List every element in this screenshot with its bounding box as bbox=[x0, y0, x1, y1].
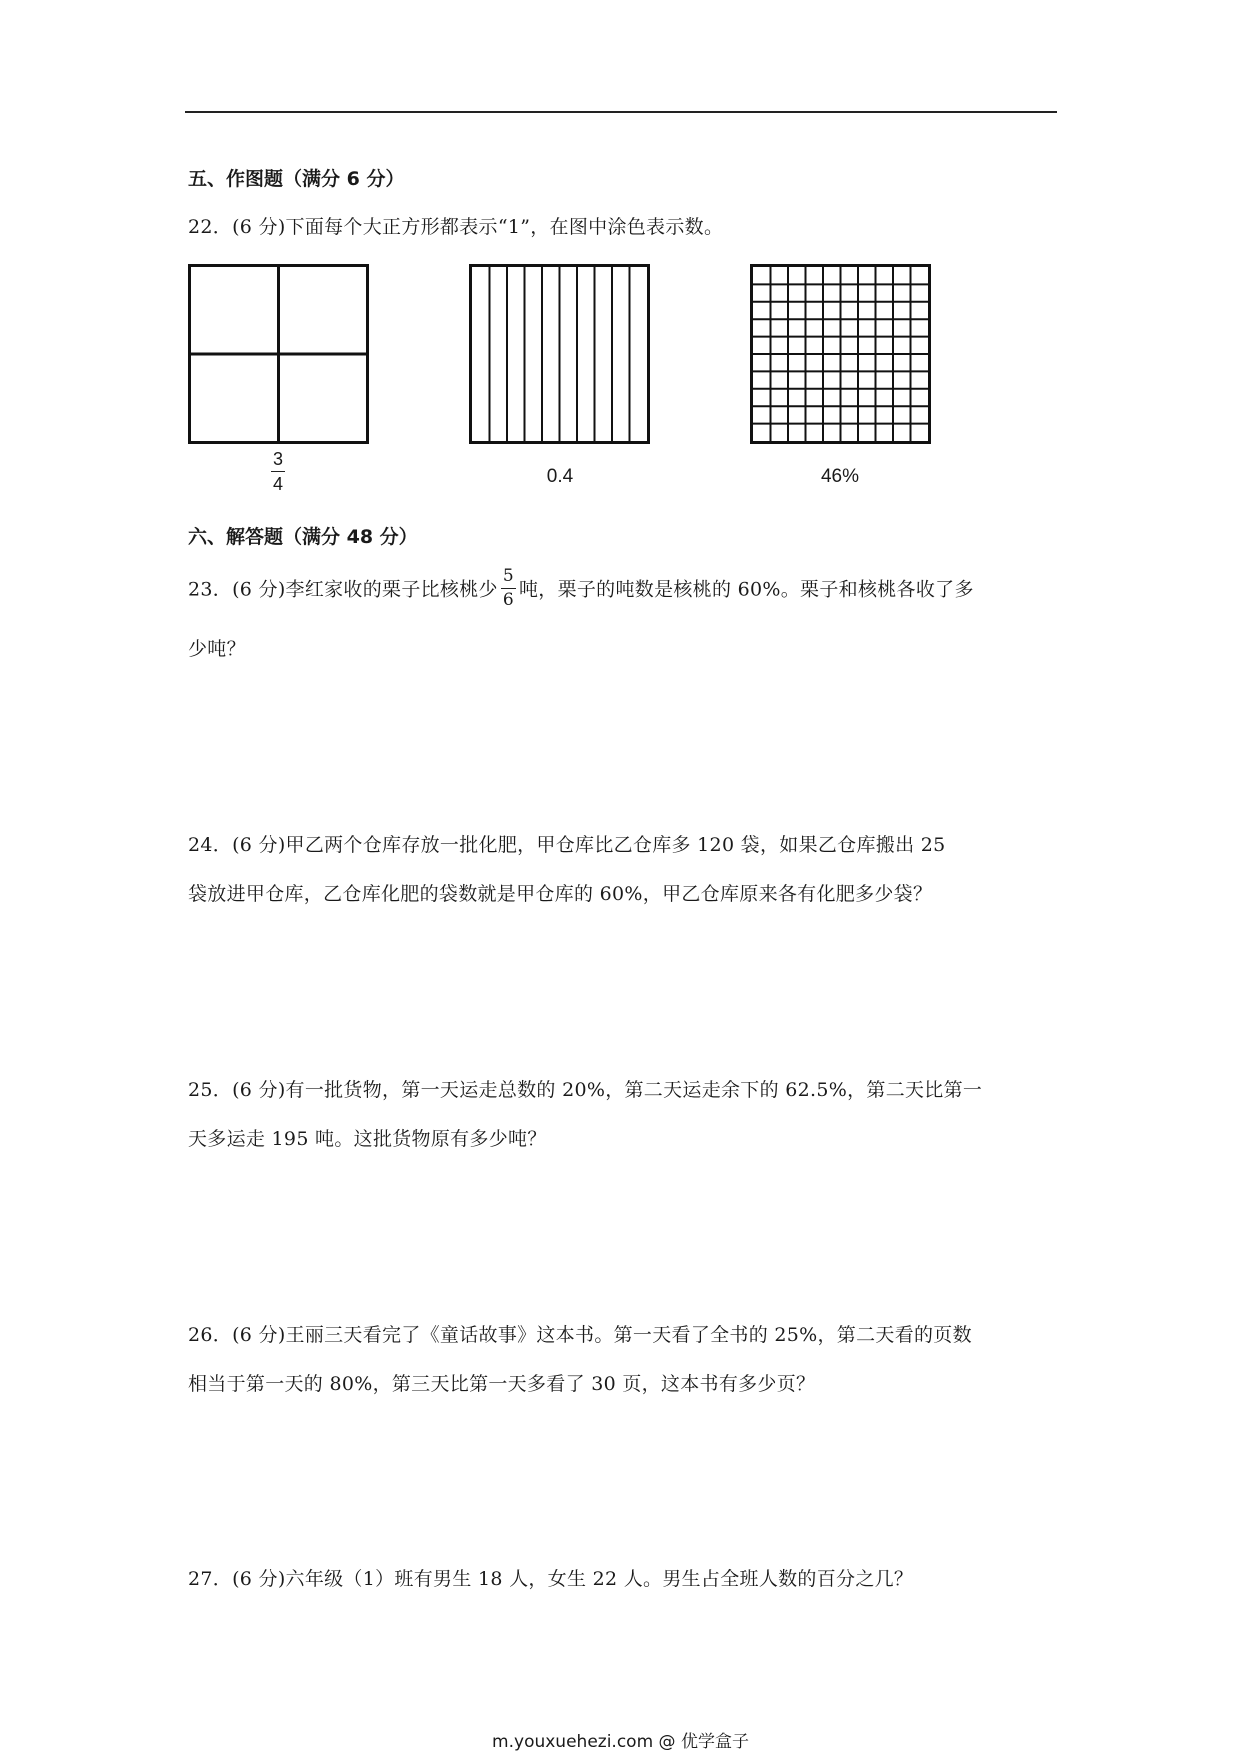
header-rule bbox=[185, 111, 1057, 113]
figure-3-label: 46% bbox=[820, 466, 860, 487]
question-27-line-1: 27．(6 分)六年级（1）班有男生 18 人，女生 22 人。男生占全班人数的百分之几？ bbox=[188, 1568, 914, 1590]
section-five-title: 五、作图题（满分 6 分） bbox=[188, 168, 405, 190]
fraction-denominator: 6 bbox=[502, 590, 514, 610]
question-23-line-1 bbox=[188, 566, 974, 611]
question-23-suffix: 吨，栗子的吨数是核桃的 60%。栗子和核桃各收了多 bbox=[518, 578, 974, 601]
question-24-line-2: 袋放进甲仓库，乙仓库化肥的袋数就是甲仓库的 60%，甲乙仓库原来各有化肥多少袋？ bbox=[188, 883, 933, 905]
figure-2-label: 0.4 bbox=[546, 466, 574, 487]
square-grid-2x2-figure[interactable] bbox=[188, 264, 369, 444]
question-23-prefix: 23．(6 分)李红家收的栗子比核桃少 bbox=[188, 578, 498, 601]
fraction-five-sixths bbox=[501, 568, 516, 609]
footer-watermark: m.youxuehezi.com @ 优学盒子 bbox=[492, 1732, 749, 1752]
fraction-numerator: 3 bbox=[271, 450, 285, 472]
grid-10x10-lines bbox=[753, 267, 928, 441]
square-strips-10-figure[interactable] bbox=[469, 264, 650, 444]
question-26-line-2: 相当于第一天的 80%，第三天比第一天多看了 30 页，这本书有多少页？ bbox=[188, 1373, 816, 1395]
strips-lines bbox=[472, 267, 647, 441]
fraction-numerator: 5 bbox=[501, 568, 516, 589]
fraction-three-quarters bbox=[271, 450, 285, 493]
question-22-text: 22．(6 分)下面每个大正方形都表示“1”，在图中涂色表示数。 bbox=[188, 216, 724, 238]
question-26-line-1: 26．(6 分)王丽三天看完了《童话故事》这本书。第一天看了全书的 25%，第二天看的页数 bbox=[188, 1324, 972, 1346]
question-25-line-2: 天多运走 195 吨。这批货物原有多少吨？ bbox=[188, 1128, 547, 1150]
section-six-title: 六、解答题（满分 48 分） bbox=[188, 526, 418, 548]
question-25-line-1: 25．(6 分)有一批货物，第一天运走总数的 20%，第二天运走余下的 62.5%，第二天比第一 bbox=[188, 1079, 983, 1101]
grid-2x2-lines bbox=[191, 267, 366, 441]
question-24-line-1: 24．(6 分)甲乙两个仓库存放一批化肥，甲仓库比乙仓库多 120 袋，如果乙仓库搬出 25 bbox=[188, 834, 946, 856]
fraction-denominator: 4 bbox=[272, 474, 283, 494]
square-grid-10x10-figure[interactable] bbox=[750, 264, 931, 444]
question-23-line-2: 少吨？ bbox=[188, 638, 246, 660]
figure-1-label bbox=[248, 449, 308, 495]
